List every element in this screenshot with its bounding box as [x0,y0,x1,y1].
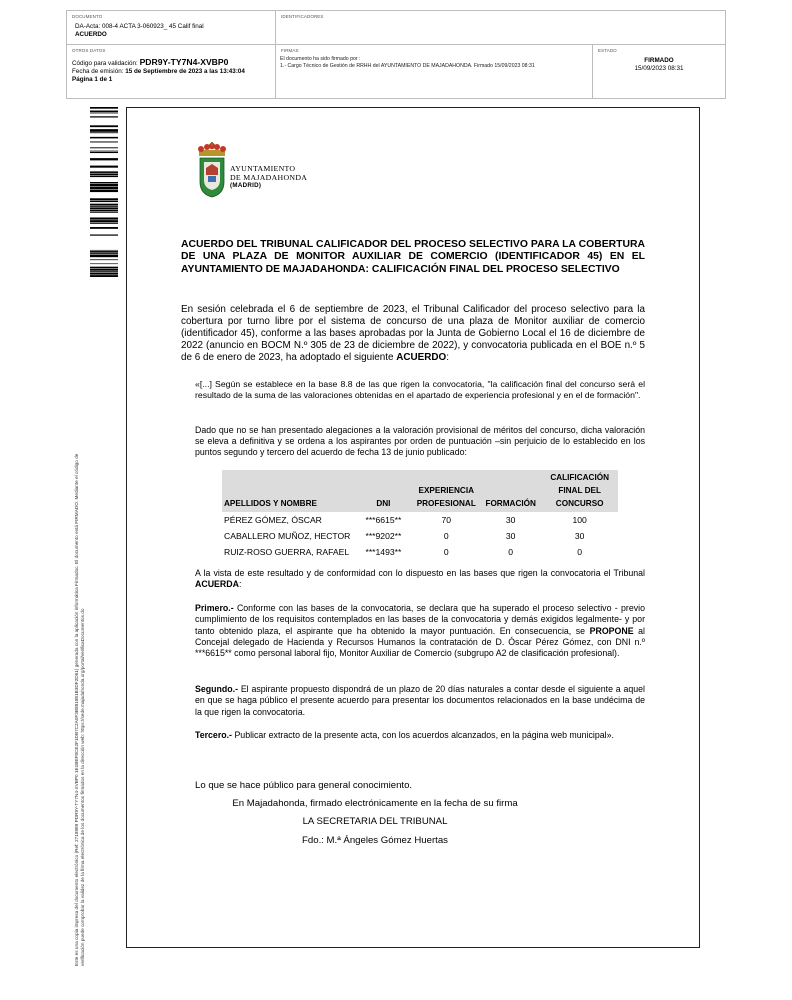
otros-datos-label: OTROS DATOS [72,48,106,53]
segundo-lead: Segundo.- [195,684,239,694]
cell-dni: ***9202** [365,530,402,541]
col-formacion-header: FORMACIÓN [480,470,541,512]
scores-table [222,470,618,560]
primero-lead: Primero.- [195,603,234,613]
documento-cell [67,11,276,45]
codigo-label: Código para validación: [72,60,138,67]
documento-value [75,23,204,40]
intro-paragraph [181,304,645,364]
tercero-text: Publicar extracto de la presente acta, con los acuerdos alcanzados, en la página web municipal». [232,730,614,740]
logo-line3: (MADRID) [230,182,262,190]
cell-total: 30 [574,530,585,541]
fecha-label: Fecha de emisión: [72,68,124,76]
codigo-validacion [72,58,245,68]
table-row [222,512,618,528]
primero-text-b: al Concejal delegado de Hacienda y Recursos Humanos la contratación de D. Óscar Pérez Gómez, con DNI n.º ***6615** como personal laboral fijo, Monitor Auxiliar de Comercio (subgrupo A2 de clasificación profesional). [195,625,645,659]
cell-experiencia: 0 [443,546,449,557]
cell-total: 100 [572,514,587,525]
primero-text-a: Conforme con las bases de la convocatoria, se declara que ha superado el proceso selectivo - previo cumplimiento de los requisitos contemplados en las bases de la convocatoria y demás exigidos legalmente- y por tanto obtenido plaza, el aspirante que ha obtenido la mayor puntuación. En consecuencia, se [195,603,645,636]
signature-role-line: LA SECRETARIA DEL TRIBUNAL [302,816,448,827]
codigo-value: PDR9Y-TY7N4-XVBP0 [139,57,229,67]
cell-name: RUIZ-ROSO GUERRA, RAFAEL [224,546,350,557]
fecha-value: 15 de Septiembre de 2023 a las 13:43:04 [125,68,245,76]
quoted-rule: «[...] Según se establece en la base 8.8 de las que rigen la convocatoria, "la calificación final del concurso será el resultado de la suma de las valoraciones obtenidas en el apartado de experiencia profesional y en el de formación". [195,379,645,400]
shield-icon [200,158,224,197]
otros-datos-cell [67,45,276,98]
crown-icon [198,142,226,156]
intro-text: En sesión celebrada el 6 de septiembre de 2023, el Tribunal Calificador del proceso selectivo para la cobertura por turno libre por el sistema de concurso de una plaza de Monitor auxiliar de comercio (identificador 45), conforme a las bases aprobadas por la Junta de Gobierno Local el 16 de diciembre de 2022 (anuncio en BOCM N.º 305 de 23 de diciembre de 2022), y convocatoria publicada en el BOE n.º 5 de 6 de enero de 2023, ha adoptado el siguiente [181,304,645,363]
firmas-line2: 1.- Cargo Técnico de Gestión de RRHH del AYUNTAMIENTO DE MAJADAHONDA. Firmado 15/09/2023 08:31 [280,63,535,69]
col-name-header: APELLIDOS Y NOMBRE [222,470,354,512]
firmas-line1: El documento ha sido firmado por : [280,56,361,62]
tercero-paragraph [195,730,645,741]
fecha-emision [72,68,245,76]
cal-header-3: CONCURSO [555,499,604,509]
table-row [222,544,618,560]
coat-of-arms-logo [195,142,229,198]
cell-dni: ***1493** [365,546,402,557]
col-dni-header: DNI [354,470,412,512]
intro-keyword: ACUERDO [396,351,447,363]
firmas-label: FIRMAS [281,48,299,53]
tercero-lead: Tercero.- [195,730,232,740]
identificadores-cell [276,11,725,45]
intro-end: : [446,351,449,363]
pagina-count: Página 1 de 1 [72,76,113,84]
side-legend-line1: Este es una copia impresa del documento electrónico (Ref: 2718989 PDR9Y-TY7N4-XVBP0 1E1BEF8CE2F1DB7C2A0F3B881881B3DF2D61) generada con la aplicación informática Firmadoc. El documento está FIRMADO. Mediante el código de [74,453,79,966]
signature-name-line: Fdo.: M.ª Ángeles Gómez Huertas [302,835,448,846]
cell-formacion: 30 [505,514,516,525]
barcode-image [90,107,118,277]
cal-header-2: FINAL DEL [558,486,601,496]
document-header [66,10,726,99]
valuation-paragraph: Dado que no se han presentado alegaciones a la valoración provisional de méritos del concurso, dicha valoración se eleva a definitiva y se ordena a los aspirantes por orden de puntuación –sin perjuicio de lo establecido en los puntos segundo y tercero del acuerdo de fecha 13 de junio publicado: [195,425,645,458]
cell-formacion: 30 [505,530,516,541]
municipality-name [230,165,307,191]
cell-experiencia: 70 [441,514,452,525]
logo-line2: DE MAJADAHONDA [230,172,308,182]
cell-total: 0 [577,546,583,557]
exp-header-1: EXPERIENCIA [418,486,475,496]
cell-dni: ***6615** [365,514,402,525]
firmas-cell [276,45,593,98]
estado-date: 15/09/2023 08:31 [634,64,684,72]
table-header-row [222,470,618,512]
acuerda-keyword: ACUERDA [195,579,239,590]
document-title: ACUERDO DEL TRIBUNAL CALIFICADOR DEL PROCESO SELECTIVO PARA LA COBERTURA DE UNA PLAZA DE MONITOR AUXILIAR DE COMERCIO (IDENTIFICADOR 45) EN EL AYUNTAMIENTO DE MAJADAHONDA: CALIFICACIÓN FINAL DEL PROCESO SELECTIVO [181,239,645,275]
segundo-text: El aspirante propuesto dispondrá de un plazo de 20 días naturales a contar desde el siguiente a aquel en que se haga público el presente acuerdo para presentar los documentos relacionados en la base undécima de la que rigen la convocatoria. [195,684,645,717]
signature-place-line: En Majadahonda, firmado electrónicamente en la fecha de su firma [232,798,518,809]
estado-value [593,57,725,73]
acuerda-paragraph [195,568,645,590]
cell-experiencia: 0 [443,530,449,541]
acuerda-end: : [239,579,242,590]
segundo-paragraph [195,684,645,718]
estado-label: ESTADO [598,48,617,53]
cell-name: PÉREZ GÓMEZ, ÓSCAR [224,514,322,525]
primero-paragraph [195,603,645,659]
closing-paragraph: Lo que se hace público para general conocimiento. [195,780,413,791]
documento-line1: DA-Acta: 008-4 ACTA 3-060923_ 45 Calif final [75,23,204,30]
documento-label: DOCUMENTO [72,14,103,19]
otros-datos-value [72,58,245,85]
logo-line1: AYUNTAMIENTO [230,164,296,173]
documento-line2: ACUERDO [75,31,107,39]
table-row [222,528,618,544]
estado-cell [593,45,725,98]
firmas-value [280,56,535,70]
estado-status: FIRMADO [644,57,674,64]
cal-header-1: CALIFICACIÓN [550,473,609,482]
cell-formacion: 0 [508,546,514,557]
col-calificacion-header [541,470,618,512]
col-experiencia-header [412,470,480,512]
side-legend-line2: verificación puede comprobar la validez de la firma electrónica de los documentos firmados en la dirección web: https://sede.majadahonda.org/portal/verificaDocumentos.do [80,608,86,966]
exp-header-2: PROFESIONAL [416,499,476,509]
acuerda-text: A la vista de este resultado y de conformidad con lo dispuesto en las bases que rigen la convocatoria el Tribunal [195,568,645,578]
cell-name: CABALLERO MUÑOZ, HECTOR [224,530,351,541]
side-verification-legend [74,306,86,966]
identificadores-label: IDENTIFICADORES [281,14,324,19]
primero-keyword: PROPONE [589,625,634,636]
